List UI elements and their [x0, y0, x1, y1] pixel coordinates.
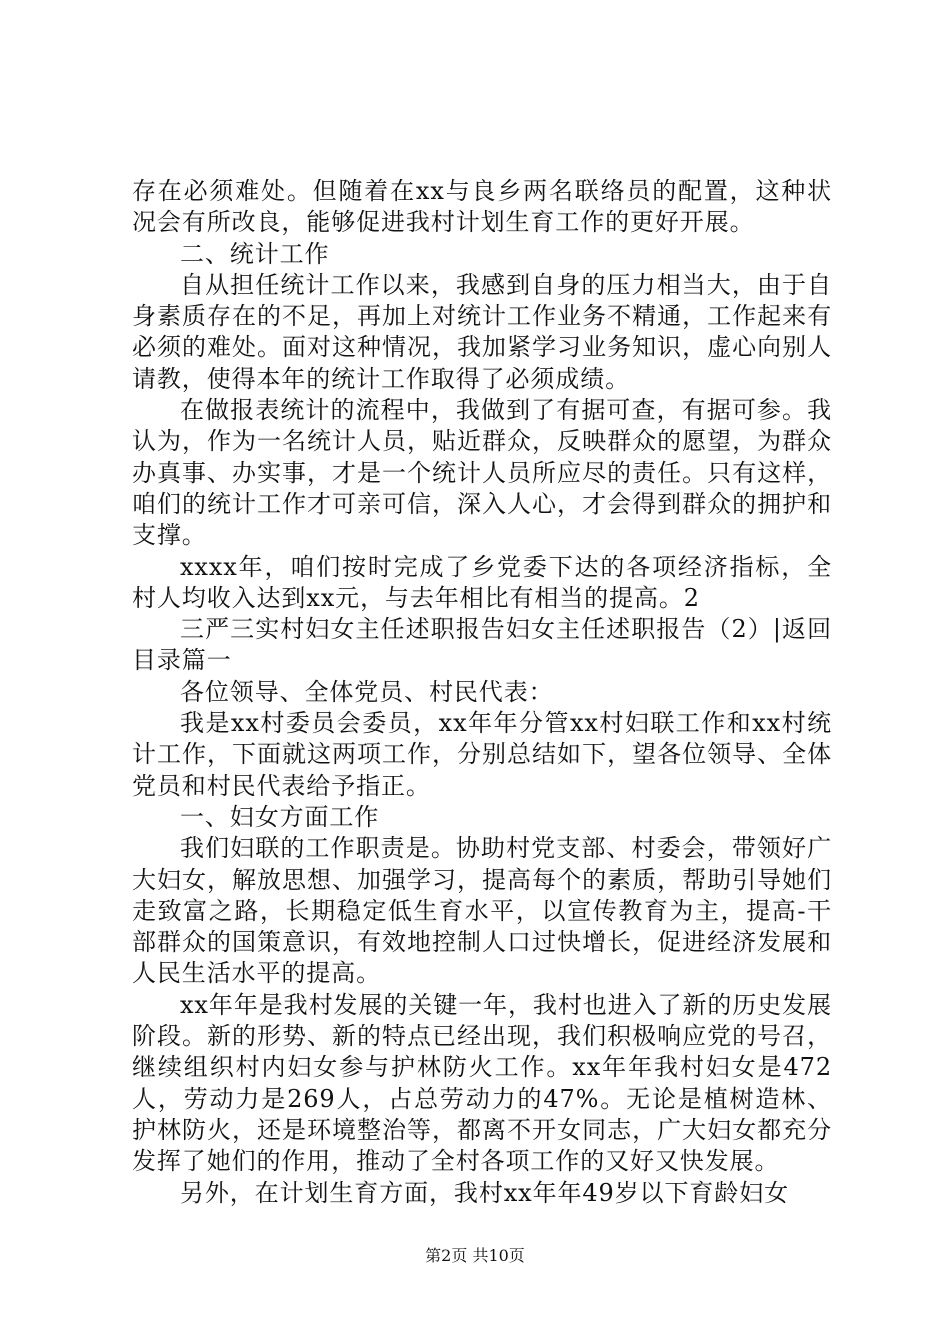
section-heading-statistics: 二、统计工作 — [180, 239, 330, 268]
document-body — [132, 176, 832, 1209]
paragraph: 我是xx村委员会委员，xx年年分管xx村妇联工作和xx村统计工作，下面就这两项工作，分别总结如下，望各位领导、全体党员和村民代表给予指正。 — [132, 709, 832, 800]
page-number-footer: 第2页 共10页 — [425, 1246, 525, 1265]
salutation: 各位领导、全体党员、村民代表： — [180, 677, 554, 706]
paragraph: 存在必须难处。但随着在xx与良乡两名联络员的配置，这种状况会有所改良，能够促进我村计划生育工作的更好开展。 — [132, 177, 832, 237]
paragraph: 我们妇联的工作职责是。协助村党支部、村委会，带领好广大妇女，解放思想、加强学习，提高每个的素质，帮助引导她们走致富之路，长期稳定低生育水平，以宣传教育为主，提高-干部群众的国策意识，有效地控制人口过快增长，促进经济发展和人民生活水平的提高。 — [132, 834, 832, 988]
paragraph: 自从担任统计工作以来，我感到自身的压力相当大，由于自身素质存在的不足，再加上对统计工作业务不精通，工作起来有必须的难处。面对这种情况，我加紧学习业务知识，虚心向别人请教，使得本年的统计工作取得了必须成绩。 — [132, 270, 832, 393]
paragraph: 另外，在计划生育方面，我村xx年年49岁以下育龄妇女 — [180, 1178, 790, 1207]
paragraph: xx年年是我村发展的关键一年，我村也进入了新的历史发展阶段。新的形势、新的特点已经出现，我们积极响应党的号召，继续组织村内妇女参与护林防火工作。xx年年我村妇女是472人，劳动力是269人，占总劳动力的47%。无论是植树造林、护林防火，还是环境整治等，都离不开女同志，广大妇女都充分发挥了她们的作用，推动了全村各项工作的又好又快发展。 — [132, 990, 832, 1176]
paragraph: xxxx年，咱们按时完成了乡党委下达的各项经济指标，全村人均收入达到xx元，与去年相比有相当的提高。2 — [132, 552, 832, 612]
report-title-line: 三严三实村妇女主任述职报告妇女主任述职报告（2）|返回目录篇一 — [132, 615, 832, 675]
section-heading-women: 一、妇女方面工作 — [180, 802, 380, 831]
paragraph: 在做报表统计的流程中，我做到了有据可查，有据可参。我认为，作为一名统计人员，贴近群众，反映群众的愿望，为群众办真事、办实事，才是一个统计人员所应尽的责任。只有这样，咱们的统计工作才可亲可信，深入人心，才会得到群众的拥护和支撑。 — [132, 396, 832, 550]
